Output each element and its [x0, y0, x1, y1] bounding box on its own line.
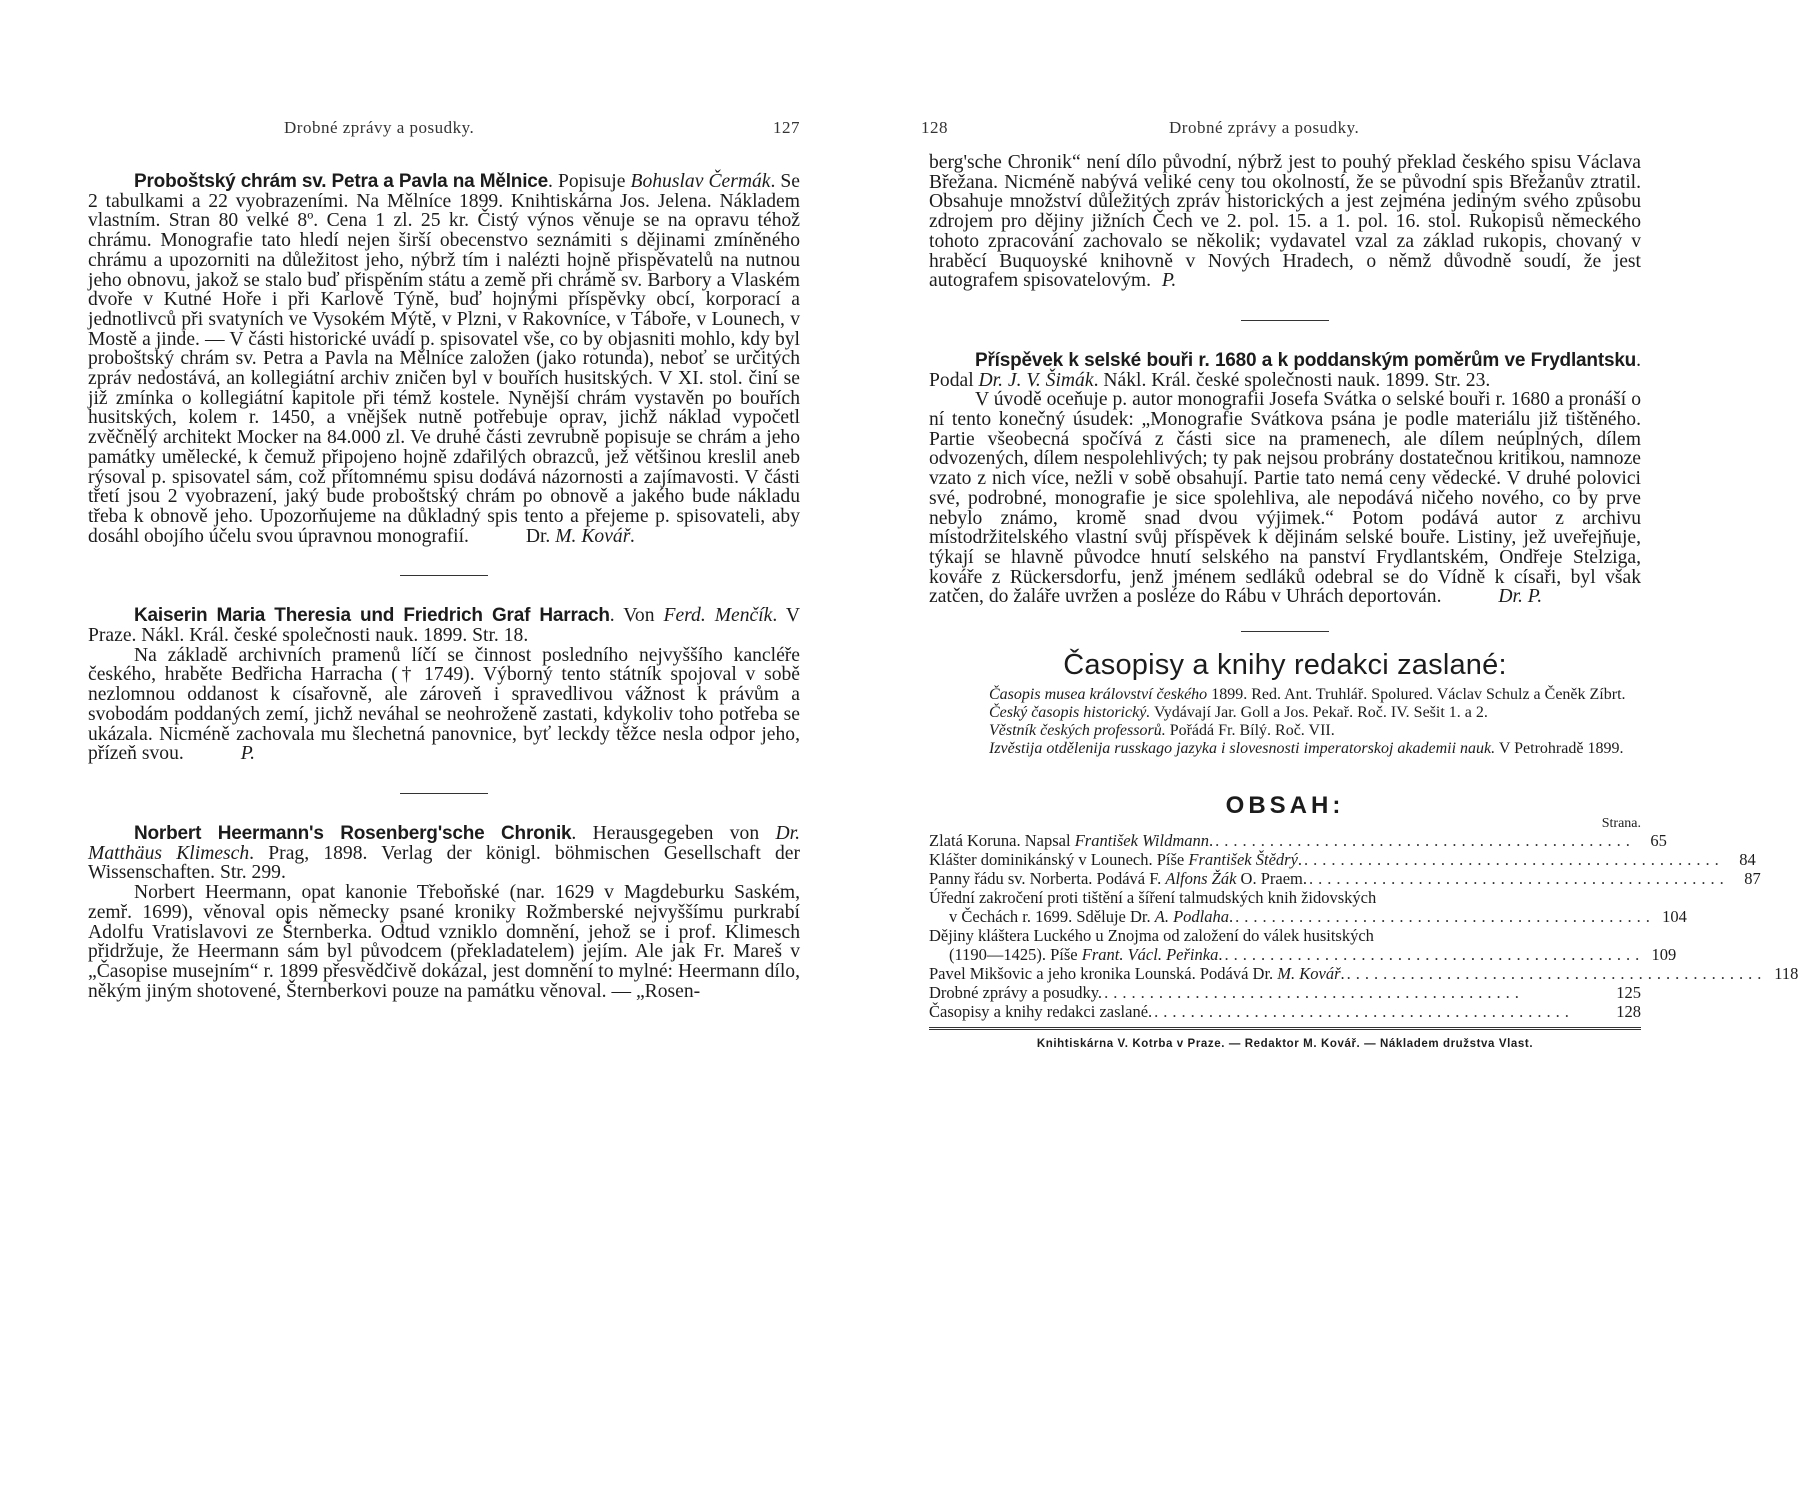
toc-leader: .............................................. [1104, 983, 1524, 1003]
magazine-item: Český časopis historický. Vydávají Jar. Goll a Jos. Pekař. Roč. IV. Sešit 1. a 2. [989, 703, 1488, 721]
review-author: Bohuslav Čermák [630, 171, 771, 192]
toc-leader: .............................................. [1224, 945, 1645, 965]
review-author: Ferd. Menčík [663, 605, 773, 627]
review-signature: P. [1161, 270, 1177, 292]
section-divider [1241, 320, 1329, 321]
review-body: V úvodě oceňuje p. autor monografii Josefa Svátka o selské bouři r. 1680 a pronáší o ní tento konečný úsudek: „Monografie Svátkova psána je podle materiálu již tištěného. Partie všeobecná spočívá z části sice na pramenech, ale dílem neúplných, dílem odvozených, dílem nespolehlivých; ty pak nejsou probrány dostatečnou kritikou, namnoze vzato z nich více, nežli v sobě obsahují. Partie tato nemá ceny vědecké. V druhé polovici své, podrobné, monografie je sice spolehliva, ale nepodává ničeho nového, co by prve nebylo známo, kromě snad dvou výjimek.“ Potom podává autor z archivu místodržitelského vlastní svůj příspěvek k dějinám selské bouře. Listiny, jež uveřejňuje, týkají se hlavně původce hnutí selského na panství Frydlantském, Ondřeje Stelziga, kováře z Rückersdorfu, jenž jménem sedláků odebral se do Vídně k císaři, byl však zatčen, do žaláře uvržen a posléze do Rábu v Uhrách deportován. Dr. P. [929, 389, 1641, 608]
review-signature: Dr. P. [1498, 586, 1543, 608]
review-body: . Se 2 tabulkami a 22 vyobrazeními. Na Mělníce 1899. Knihtiskárna Jos. Jelena. Nákladem vlastním. Stran 80 velké 8º. Cena 1 zl. 25 kr. Čistý výnos věnuje se na opravu téhož chrámu. Monografie tato hledí nejen širší obecenstvo seznámiti s dějinami zmíněného chrámu a upozorniti na důležitost jeho, nýbrž tím i nalézti hojně přispěvatelů na nutnou jeho obnovu, jakož se stalo buď přispěním státu a země při chrámě sv. Barbory a Vlaském dvoře v Kutné Hoře i při Karlově Týně, buď hojnými příspěvky obcí, korporací a jednotlivců při svatyních ve Vysokém Mýtě, v Plzni, v Rakovníce, v Táboře, v Lounech, v Mostě a jinde. — V části historické uvádí p. spisovatel vše, co by objasniti mohlo, kdy byl proboštský chrám sv. Petra a Pavla na Mělníce založen (jako rotunda), neboť se určitých zpráv nedostává, an kollegiátní archiv zničen byl v bouřích husitských. V XI. stol. činí se již zmínka o kollegiátní kapitole při témž kostele. Nynější chrám vystavěn po bouřích husitských, kolem r. 1450, a vnějšek nutně potřebuje oprav, jichž náklad vypočetl zvěčnělý architekt Mocker na 84.000 zl. Ve druhé části zevrubně popisuje se chrám a jeho památky umělecké, k čemuž připojeno hojně zdařilých obrazců, jež většinou kreslil aneb rýsoval p. spisovatel sám, což přítomnému spisu dodává názornosti a zajímavosti. V části třetí jsou 2 vyobrazení, jaký bude proboštský chrám po obnově a jakého bude nákladu třeba k obnově jeho. Upozorňujeme na důkladný spis tento a přejeme p. spisovateli, aby dosáhl obojího účelu svou úpravnou monografií. [88, 171, 801, 547]
review-selska-boure [929, 351, 1641, 390]
review-signature: P. [240, 743, 256, 765]
toc-page: 84 [1739, 850, 1756, 870]
running-title: Drobné zprávy a posudky. [1169, 118, 1360, 137]
toc-leader: .............................................. [1308, 869, 1729, 889]
review-lead-rest: . V Praze. Nákl. Král. české společnosti nauk. 1899. Str. 18. [88, 605, 801, 647]
toc-page: 87 [1744, 869, 1761, 889]
magazine-item: Věstník českých professorů. Pořádá Fr. Bílý. Roč. VII. [989, 721, 1335, 739]
right-page [859, 0, 1798, 1500]
review-heading: Proboštský chrám sv. Petra a Pavla na Mělnice [134, 171, 549, 192]
review-heading: Kaiserin Maria Theresia und Friedrich Graf Harrach [134, 605, 610, 627]
review-heading: Norbert Heermann's Rosenberg'sche Chronik [134, 822, 572, 844]
toc-leader: .............................................. [1346, 964, 1767, 984]
review-maria-theresia [88, 606, 800, 645]
review-lead-rest: . Nákl. Král. české společnosti nauk. 1899. Str. 23. [1093, 369, 1491, 391]
toc-page: 109 [1651, 945, 1677, 965]
toc-entry[interactable]: Panny řádu sv. Norberta. Podává F. Alfons Žák O. Praem. .............................................. 87 [929, 869, 1761, 889]
magazines-heading: Časopisy a knihy redakci zaslané: [1063, 649, 1507, 682]
magazines-list [929, 686, 1641, 758]
page-number: 127 [773, 118, 800, 137]
left-page [0, 0, 859, 1500]
right-column [929, 152, 1798, 1055]
review-proboststsky-chram [88, 172, 800, 546]
toc-entry[interactable]: Dějiny kláštera Luckého u Znojma od založení do válek husitských (1190—1425). Píše Frant. Václ. Peřinka. .............................................. 109 [929, 926, 1677, 965]
toc-entry[interactable]: Časopisy a knihy redakci zaslané. .............................................. 128 [929, 1002, 1641, 1022]
toc-entry[interactable]: Drobné zprávy a posudky. .............................................. 125 [929, 983, 1641, 1003]
imprint: Knihtiskárna V. Kotrba v Praze. — Redaktor M. Kovář. — Nákladem družstva Vlast. [1036, 1038, 1534, 1051]
toc-page: 125 [1616, 983, 1641, 1003]
section-divider [400, 793, 488, 794]
toc-page: 118 [1774, 964, 1798, 984]
page-number: 128 [921, 118, 948, 137]
review-author: Dr. J. V. Šimák [978, 369, 1094, 391]
review-heading: Příspěvek k selské bouři r. 1680 a k poddanským poměrům ve Frydlantsku [975, 349, 1637, 371]
magazine-item: Izvěstija otdělenija russkago jazyka i slovesnosti imperatorskoj akademii nauk. V Petrohradě 1899. [989, 739, 1624, 757]
review-author: Dr. Matthäus Klimesch [88, 822, 800, 864]
toc-entry[interactable]: Klášter dominikánský v Lounech. Píše František Štědrý. .............................................. 84 [929, 850, 1756, 870]
toc-entry[interactable]: Pavel Mikšovic a jeho kronika Lounská. Podává Dr. M. Kovář. .............................................. 118 [929, 964, 1798, 984]
toc-entry[interactable]: Úřední zakročení proti tištění a šíření talmudských knih židovských v Čechách r. 1699. Sděluje Dr. A. Podlaha. .............................................. 104 [929, 888, 1687, 927]
toc-page: 65 [1650, 831, 1667, 851]
running-title: Drobné zprávy a posudky. [284, 118, 475, 137]
review-continuation: berg'sche Chronik“ není dílo původní, nýbrž jest to pouhý překlad českého spisu Václava Břežana. Nicméně nabývá veliké ceny tou okolností, že se původní spis Břežanův ztratil. Obsahuje množství důležitých zpráv historických a jest zejména jediným svého způsobu zdrojem pro dějiny jižních Čech ve 2. pol. 15. a 1. pol. 16. stol. Rukopisů německého tohoto zpracování zachovalo se několik; vydavatel vzal za základ rukopis, chovaný v hraběcí Buquoyské knihovně v Nových Hradech, o němž důvodně soudí, že jest autografem spisovatelovým. P. [929, 152, 1641, 292]
review-body: Norbert Heermann, opat kanonie Třeboňské (nar. 1629 v Magdeburku Saském, zemř. 1699), věnoval opis německy psané kroniky Rožmberské nejvyššímu purkrabí Adolfu Vratislavovi ze Šternberka. Odtud vzniklo domnění, jehož se i prof. Klimesch přidržuje, že Heermann sám byl původcem (překladatelem) jejím. Ale jak Fr. Mareš v „Časopise musejním“ r. 1899 přesvědčivě dokázal, jest domnění to mylné: Heermann dílo, někým jiným shotovené, Šternberkovi pouze na památku věnoval. — „Rosen- [88, 882, 800, 1002]
review-lead: . Podal [929, 349, 1641, 391]
contents-title: OBSAH: [1225, 791, 1345, 819]
toc-leader: .............................................. [1235, 907, 1655, 927]
running-head [921, 118, 1633, 142]
toc-leader: .............................................. [1154, 1002, 1574, 1022]
imprint-divider [929, 1027, 1641, 1032]
review-lead: . Herausgegeben von [571, 822, 776, 844]
review-heermann-chronik [88, 824, 800, 883]
toc-entry[interactable]: Zlatá Koruna. Napsal František Wildmann. .............................................. 65 [929, 831, 1667, 851]
review-lead: . Von [609, 605, 664, 627]
review-lead: . Popisuje [548, 171, 631, 192]
toc-leader: .............................................. [1304, 850, 1724, 870]
toc-leader: .............................................. [1215, 831, 1635, 851]
review-signature: Dr. M. Kovář. [525, 525, 636, 547]
toc-page: 128 [1616, 1002, 1641, 1022]
magazine-item: Časopis musea království českého 1899. Red. Ant. Truhlář. Spolured. Václav Schulz a Čeněk Zíbrt. [989, 685, 1626, 703]
toc-page: 104 [1662, 907, 1687, 927]
contents-page-label: Strana. [1601, 816, 1641, 832]
section-divider [400, 575, 488, 576]
left-column [88, 172, 800, 1001]
running-head [88, 118, 800, 142]
section-divider [1241, 631, 1329, 632]
table-of-contents [929, 831, 1798, 1022]
review-body: Na základě archivních pramenů líčí se činnost posledního nejvyššího kancléře českého, hraběte Bedřicha Harracha († 1749). Výborný tento státník spojoval v sobě nezlomnou oddanost k císařovně, ale zároveň i spravedlivou vážnost k právům a svobodám poddaných zemí, jichž neváhal se neohroženě zastati, kdykoliv toho potřeba se ukázala. Nicméně zachovala mu šlechetná panovnice, byť leckdy těžce nesla odpor jeho, přízeň svou. P. [88, 644, 800, 765]
review-lead-rest: . Prag, 1898. Verlag der königl. böhmischen Gesellschaft der Wissenschaften. Str. 299. [88, 842, 801, 884]
